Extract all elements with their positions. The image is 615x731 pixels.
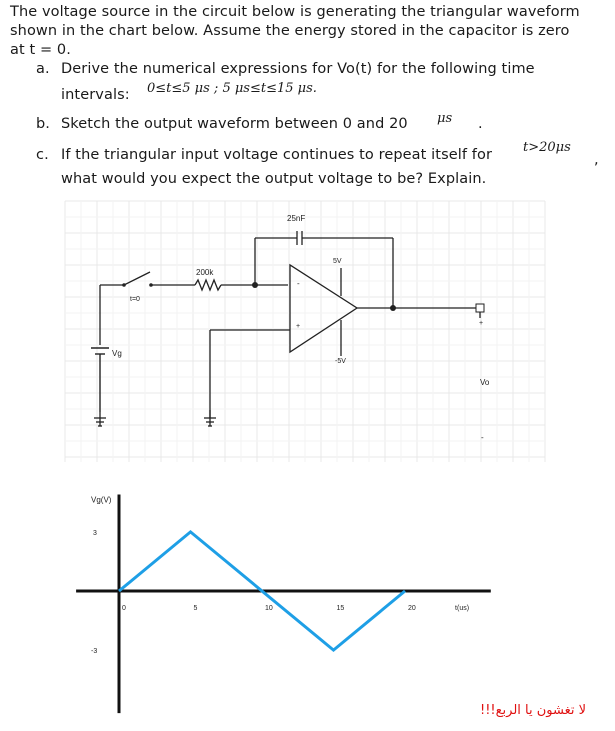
- y-axis-label: Vg(V): [91, 495, 112, 505]
- x-axis-label: t(us): [455, 605, 470, 612]
- ground-symbol-opamp: [204, 410, 216, 426]
- x-tick-label-20: 20: [408, 605, 416, 612]
- source-label: Vg: [112, 349, 122, 358]
- part-b-marker: b.: [36, 116, 51, 132]
- part-a-intervals-math: 0≤t≤5 μs ; 5 μs≤t≤15 μs.: [147, 81, 317, 96]
- output-plus-label: +: [479, 320, 484, 327]
- arabic-note: لا تغشون يا الربع!!!: [480, 703, 587, 718]
- part-b-period: .: [478, 116, 483, 132]
- intro-line-3: at t = 0.: [10, 42, 71, 58]
- ground-symbol-source: [94, 412, 106, 426]
- part-c-comma: ,: [594, 152, 599, 168]
- junction-node-output: [390, 305, 396, 311]
- part-c-line-2: what would you expect the output voltage to be? Explain.: [61, 171, 487, 187]
- x-tick-label-15: 15: [336, 605, 345, 612]
- source-symbol: [91, 348, 109, 412]
- vneg-label: -5V: [335, 358, 346, 365]
- vpos-label: 5V: [333, 258, 342, 265]
- y-tick-label-neg3: -3: [91, 648, 98, 656]
- part-a-text: Derive the numerical expressions for Vo(t) for the following time: [61, 61, 535, 77]
- junction-node-inverting: [252, 282, 258, 288]
- part-b-unit: μs: [437, 111, 453, 126]
- resistor-label: 200k: [196, 268, 214, 277]
- y-tick-label-3: 3: [93, 529, 97, 537]
- output-terminal: [476, 304, 484, 312]
- part-a-marker: a.: [36, 61, 50, 77]
- switch-label: t=0: [130, 296, 140, 303]
- output-label: Vo: [480, 378, 490, 387]
- output-minus-label: -: [481, 433, 484, 442]
- intro-line-1: The voltage source in the circuit below is generating the triangular waveform: [10, 4, 580, 20]
- opamp-symbol: [290, 265, 357, 352]
- x-tick-label-10: 10: [265, 605, 273, 612]
- capacitor-label: 25nF: [287, 214, 306, 223]
- switch-blade: [124, 272, 150, 285]
- x-tick-label-0: 0: [122, 605, 126, 612]
- opamp-plus-label: +: [296, 323, 301, 330]
- x-tick-label-5: 5: [193, 605, 198, 612]
- intro-line-2: shown in the chart below. Assume the energy stored in the capacitor is zero: [10, 23, 570, 39]
- waveform-chart: [0, 470, 615, 731]
- part-b-text: Sketch the output waveform between 0 and 20: [61, 116, 408, 132]
- part-a-intervals-label: intervals:: [61, 87, 130, 103]
- part-c-text: If the triangular input voltage continues to repeat itself for: [61, 147, 493, 163]
- part-c-math: t>20μs: [523, 140, 571, 155]
- opamp-minus-label: -: [297, 279, 300, 288]
- part-c-marker: c.: [36, 147, 49, 163]
